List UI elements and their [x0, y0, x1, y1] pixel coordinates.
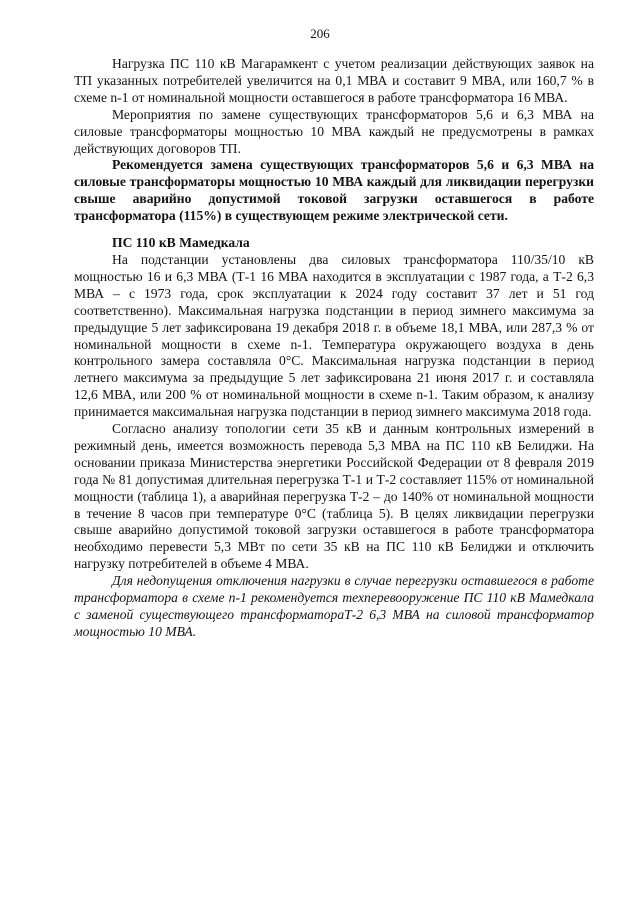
document-body	[74, 56, 594, 641]
paragraph-final-recommendation: Для недопущения отключения нагрузки в случае перегрузки оставшегося в работе трансформатора в схеме n-1 рекомендуется техперевооружение ПС 110 кВ Мамедкала с заменой существующего трансформатораТ-2 6,3 МВА на силовой трансформатор мощностью 10 МВА.	[74, 573, 594, 639]
paragraph-recommendation: Рекомендуется замена существующих трансформаторов 5,6 и 6,3 МВА на силовые трансформаторы мощностью 10 МВА каждый для ликвидации перегрузки свыше аварийно допустимой токовой загрузки оставшегося в работе трансформатора (115%) в существующем режиме электрической сети.	[74, 157, 594, 224]
paragraph-replacement-measures: Мероприятия по замене существующих трансформаторов 5,6 и 6,3 МВА на силовые трансформаторы мощностью 10 МВА каждый не предусмотрены в рамках действующих договоров ТП.	[74, 106, 594, 156]
paragraph-topology-analysis: Согласно анализу топологии сети 35 кВ и данным контрольных измерений в режимный день, имеется возможность перевода 5,3 МВА на ПС 110 кВ Белиджи. На основании приказа Министерства энергетики Российской Федерации от 8 февраля 2019 года № 81 допустимая длительная перегрузка Т-1 и Т-2 составляет 115% от номинальной мощности (таблица 1), а аварийная перегрузка Т-2 – до 140% от номинальной мощности в течение 8 часов при температуре 0°С (таблица 5). В целях ликвидации перегрузки свыше аварийно допустимой токовой загрузки оставшегося в работе трансформатора необходимо перевести 5,3 МВт по сети 35 кВ на ПС 110 кВ Белиджи и отключить нагрузку потребителей в объеме 4 МВА.	[74, 421, 594, 572]
paragraph-substation-description: На подстанции установлены два силовых трансформатора 110/35/10 кВ мощностью 16 и 6,3 МВА (Т-1 16 МВА находится в эксплуатации с 1987 года, а Т-2 6,3 МВА – с 1973 года, срок эксплуатации к 2024 году составит 37 лет и 51 год соответственно). Максимальная нагрузка подстанции в период зимнего максимума за предыдущие 5 лет зафиксирована 19 декабря 2018 г. в объеме 18,1 МВА, или 287,3 % от номинальной мощности в схеме n-1. Температура окружающего воздуха в день контрольного замера составляла 0°С. Максимальная нагрузка подстанции в период летнего максимума за предыдущие 5 лет зафиксирована 21 июня 2017 г. и составляла 12,6 МВА, или 200 % от номинальной мощности в схеме n-1. Таким образом, к анализу принимается максимальная нагрузка подстанции в период зимнего максимума 2018 года.	[74, 251, 594, 420]
section-heading: ПС 110 кВ Мамедкала	[112, 235, 250, 251]
paragraph-load-magaramkent: Нагрузка ПС 110 кВ Магарамкент с учетом реализации действующих заявок на ТП указанных потребителей увеличится на 0,1 МВА и составит 9 МВА, или 160,7 % в схеме n-1 от номинальной мощности оставшегося в работе трансформатора 16 МВА.	[74, 56, 594, 105]
page-number: 206	[310, 26, 330, 41]
